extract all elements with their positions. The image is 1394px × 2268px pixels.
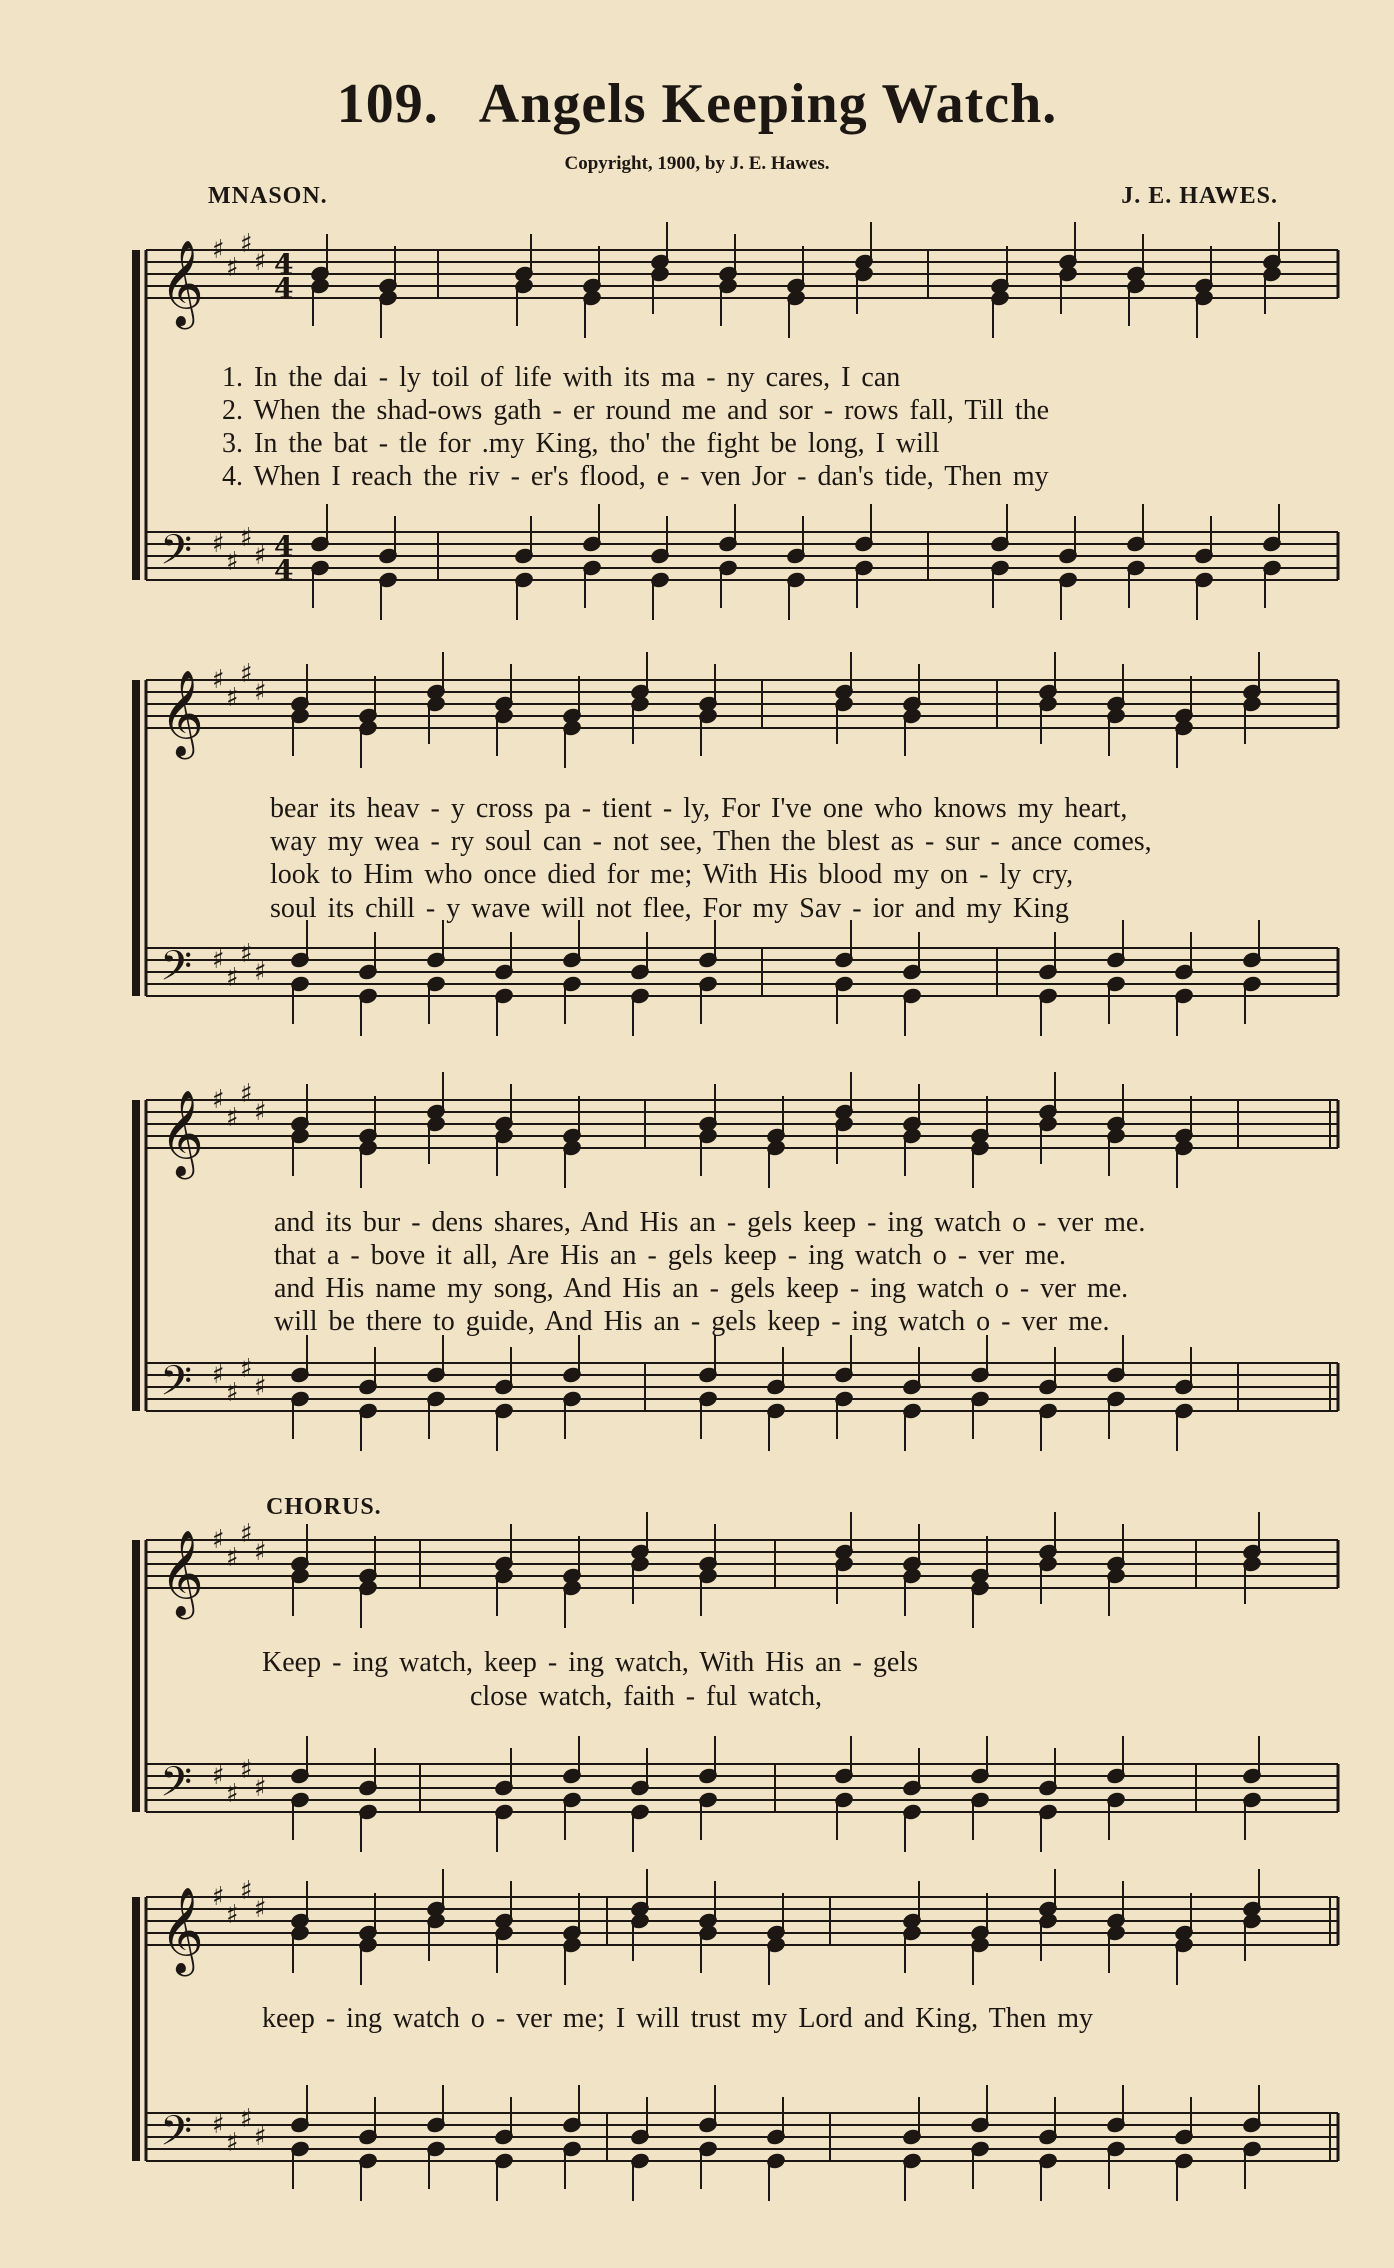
- sharp-icon: ♯: [254, 1372, 267, 1402]
- sharp-icon: ♯: [226, 1900, 239, 1930]
- lyric-verse2-line2: way my wea - ry soul can - not see, Then the blest as - sur - ance comes,: [270, 826, 1152, 857]
- sharp-icon: ♯: [240, 1079, 253, 1109]
- lyric-verse3-line2: look to Him who once died for me; With His blood my on - ly cry,: [270, 859, 1074, 890]
- sharp-icon: ♯: [240, 659, 253, 689]
- tune-name: MNASON.: [208, 183, 328, 209]
- sharp-icon: ♯: [212, 1882, 225, 1912]
- bass-clef-icon: 𝄢: [160, 1357, 193, 1415]
- sharp-icon: ♯: [212, 945, 225, 975]
- sharp-icon: ♯: [254, 247, 267, 277]
- sharp-icon: ♯: [212, 1525, 225, 1555]
- system-bracket: [132, 680, 140, 996]
- time-signature: 4: [274, 272, 294, 305]
- sharp-icon: ♯: [226, 1779, 239, 1809]
- chorus-label: CHORUS.: [266, 1494, 382, 1520]
- sharp-icon: ♯: [226, 683, 239, 713]
- lyric-verse3-line3: and His name my song, And His an - gels keep - ing watch o - ver me.: [274, 1273, 1129, 1304]
- sharp-icon: ♯: [226, 963, 239, 993]
- sharp-icon: ♯: [226, 253, 239, 283]
- sharp-icon: ♯: [212, 1360, 225, 1390]
- lyric-verse2-line1: 2. When the shad-ows gath - er round me and sor - rows fall, Till the: [222, 395, 1050, 426]
- composer-name: J. E. HAWES.: [1121, 183, 1278, 209]
- sharp-icon: ♯: [240, 2104, 253, 2134]
- bass-clef-icon: 𝄢: [160, 1758, 193, 1816]
- sharp-icon: ♯: [226, 547, 239, 577]
- time-signature: 4: [274, 554, 294, 587]
- sharp-icon: ♯: [254, 1894, 267, 1924]
- system-bracket: [132, 1897, 140, 2161]
- sharp-icon: ♯: [254, 677, 267, 707]
- sharp-icon: ♯: [240, 939, 253, 969]
- time-signature: 4: [274, 248, 294, 281]
- sharp-icon: ♯: [212, 665, 225, 695]
- sharp-icon: ♯: [254, 1097, 267, 1127]
- sharp-icon: ♯: [254, 957, 267, 987]
- sharp-icon: ♯: [240, 523, 253, 553]
- chorus-lyric-line2: keep - ing watch o - ver me; I will trust my Lord and King, Then my: [262, 2003, 1093, 2034]
- treble-clef-icon: 𝄞: [160, 1530, 204, 1616]
- lyric-verse4-line2: soul its chill - y wave will not flee, For my Sav - ior and my King: [270, 893, 1069, 924]
- bass-clef-icon: 𝄢: [160, 942, 193, 1000]
- treble-clef-icon: 𝄞: [160, 670, 204, 756]
- hymn-number: 109.: [336, 73, 439, 135]
- sharp-icon: ♯: [212, 1085, 225, 1115]
- treble-clef-icon: 𝄞: [160, 1090, 204, 1176]
- sharp-icon: ♯: [254, 1537, 267, 1567]
- treble-clef-icon: 𝄞: [160, 1887, 204, 1973]
- sharp-icon: ♯: [240, 1354, 253, 1384]
- lyric-verse1-line1: 1. In the dai - ly toil of life with its ma - ny cares, I can: [222, 362, 901, 393]
- lyric-verse2-line3: that a - bove it all, Are His an - gels keep - ing watch o - ver me.: [274, 1240, 1066, 1271]
- hymn-title-text: Angels Keeping Watch.: [478, 73, 1058, 135]
- sharp-icon: ♯: [240, 1519, 253, 1549]
- lyric-verse1-line3: and its bur - dens shares, And His an - gels keep - ing watch o - ver me.: [274, 1207, 1146, 1238]
- bass-clef-icon: 𝄢: [160, 2107, 193, 2165]
- time-signature: 4: [274, 530, 294, 563]
- chorus-lyric-line1-sub: close watch, faith - ful watch,: [470, 1681, 822, 1712]
- sharp-icon: ♯: [212, 2110, 225, 2140]
- system-bracket: [132, 1100, 140, 1411]
- sharp-icon: ♯: [226, 1103, 239, 1133]
- lyric-verse4-line1: 4. When I reach the riv - er's flood, e - ven Jor - dan's tide, Then my: [222, 461, 1049, 492]
- lyric-verse3-line1: 3. In the bat - tle for .my King, tho' the fight be long, I will: [222, 428, 940, 459]
- sharp-icon: ♯: [254, 1773, 267, 1803]
- treble-clef-icon: 𝄞: [160, 240, 204, 326]
- sharp-icon: ♯: [226, 1543, 239, 1573]
- sharp-icon: ♯: [226, 2128, 239, 2158]
- copyright-notice: Copyright, 1900, by J. E. Hawes.: [564, 153, 830, 174]
- sharp-icon: ♯: [212, 1761, 225, 1791]
- lyric-verse4-line3: will be there to guide, And His an - gels keep - ing watch o - ver me.: [274, 1306, 1110, 1337]
- sharp-icon: ♯: [212, 529, 225, 559]
- sharp-icon: ♯: [240, 229, 253, 259]
- sharp-icon: ♯: [254, 2122, 267, 2152]
- lyric-verse1-line2: bear its heav - y cross pa - tient - ly, For I've one who knows my heart,: [270, 793, 1128, 824]
- sharp-icon: ♯: [226, 1378, 239, 1408]
- sharp-icon: ♯: [254, 541, 267, 571]
- chorus-lyric-line1: Keep - ing watch, keep - ing watch, With His an - gels: [262, 1647, 918, 1678]
- system-bracket: [132, 250, 140, 580]
- sharp-icon: ♯: [212, 235, 225, 265]
- bass-clef-icon: 𝄢: [160, 526, 193, 584]
- sharp-icon: ♯: [240, 1876, 253, 1906]
- sharp-icon: ♯: [240, 1755, 253, 1785]
- system-bracket: [132, 1540, 140, 1812]
